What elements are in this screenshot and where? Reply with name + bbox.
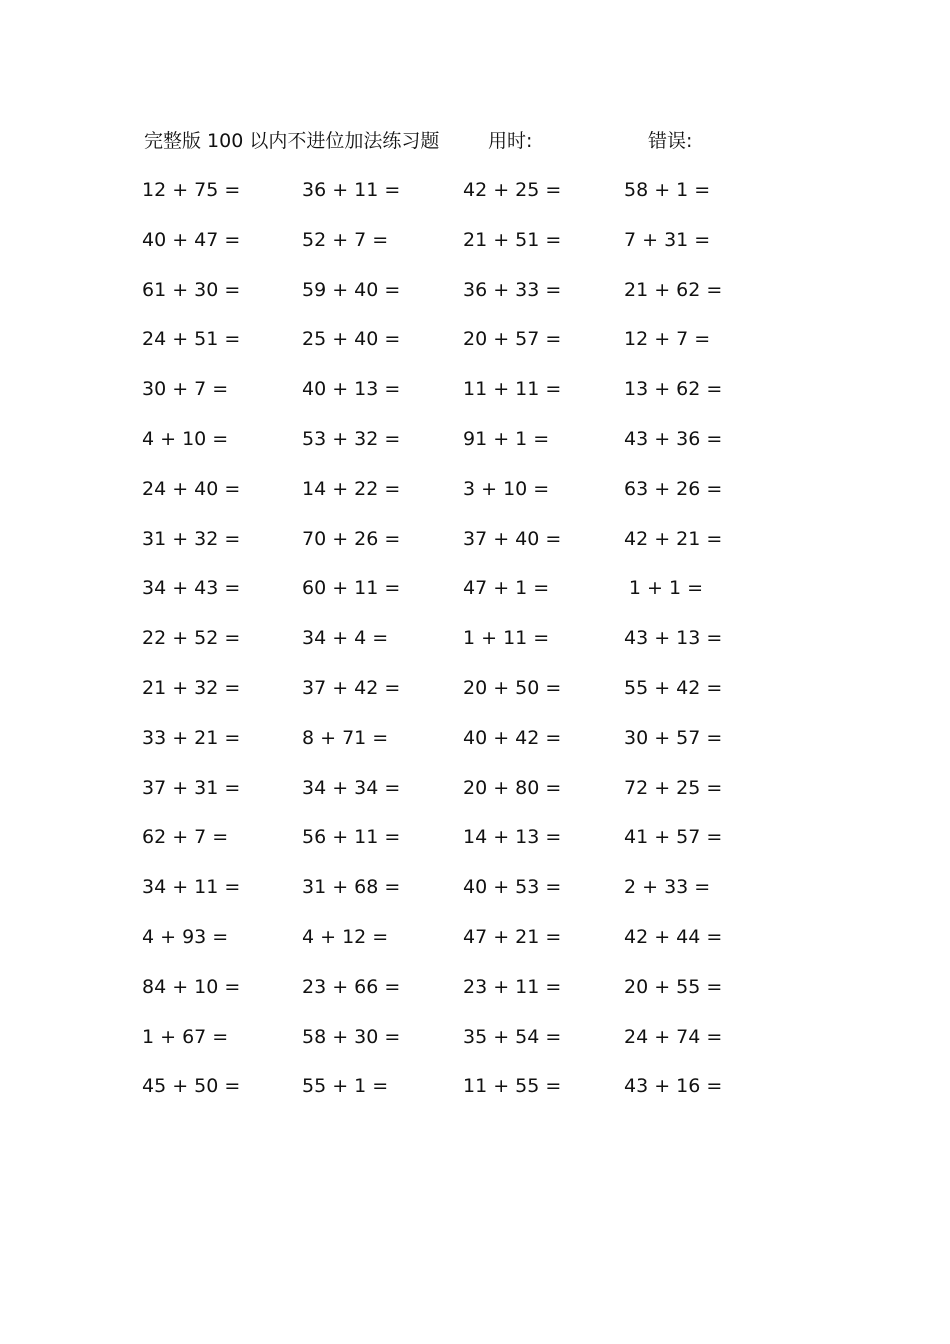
problem-cell: 21 + 62 = <box>624 278 723 301</box>
problem-cell: 21 + 32 = <box>142 676 241 699</box>
time-label: 用时: <box>488 130 533 152</box>
problem-row <box>0 423 950 473</box>
problem-cell: 13 + 62 = <box>624 378 723 401</box>
problem-cell: 20 + 80 = <box>463 776 562 799</box>
problem-cell: 23 + 66 = <box>302 975 401 998</box>
problem-cell: 12 + 75 = <box>142 179 241 201</box>
problem-cell: 61 + 30 = <box>142 278 241 301</box>
problem-cell: 30 + 57 = <box>624 726 723 749</box>
problem-row <box>0 572 950 622</box>
problem-cell: 24 + 74 = <box>624 1025 723 1048</box>
problem-cell: 41 + 57 = <box>624 826 723 849</box>
problem-row <box>0 323 950 373</box>
problem-row <box>0 373 950 423</box>
problem-cell: 58 + 1 = <box>624 179 711 201</box>
problem-row <box>0 971 950 1021</box>
problem-row <box>0 224 950 274</box>
problem-cell: 24 + 40 = <box>142 477 241 500</box>
problem-cell: 58 + 30 = <box>302 1025 401 1048</box>
problem-row <box>0 772 950 822</box>
problem-cell: 55 + 1 = <box>302 1075 389 1098</box>
problem-cell: 37 + 42 = <box>302 676 401 699</box>
problem-row <box>0 274 950 324</box>
problem-cell: 11 + 55 = <box>463 1075 562 1098</box>
problem-cell: 55 + 42 = <box>624 676 723 699</box>
problem-cell: 47 + 1 = <box>463 577 550 600</box>
problem-cell: 33 + 21 = <box>142 726 241 749</box>
problem-cell: 24 + 51 = <box>142 328 241 351</box>
problem-cell: 45 + 50 = <box>142 1075 241 1098</box>
problem-row <box>0 921 950 971</box>
problem-cell: 3 + 10 = <box>463 477 550 500</box>
problem-cell: 4 + 93 = <box>142 925 229 948</box>
problem-cell: 42 + 21 = <box>624 527 723 550</box>
problem-row <box>0 523 950 573</box>
problem-cell: 7 + 31 = <box>624 228 711 251</box>
problem-cell: 30 + 7 = <box>142 378 229 401</box>
problem-cell: 4 + 10 = <box>142 427 229 450</box>
problem-cell: 53 + 32 = <box>302 427 401 450</box>
problem-cell: 8 + 71 = <box>302 726 389 749</box>
problem-cell: 21 + 51 = <box>463 228 562 251</box>
problem-cell: 1 + 67 = <box>142 1025 229 1048</box>
problem-cell: 22 + 52 = <box>142 627 241 650</box>
problem-cell: 23 + 11 = <box>463 975 562 998</box>
problem-cell: 31 + 32 = <box>142 527 241 550</box>
problem-row <box>0 1070 950 1120</box>
problem-cell: 34 + 11 = <box>142 876 241 899</box>
problem-cell: 84 + 10 = <box>142 975 241 998</box>
problem-cell: 91 + 1 = <box>463 427 550 450</box>
worksheet-title: 完整版 100 以内不进位加法练习题 <box>144 130 440 152</box>
problem-cell: 2 + 33 = <box>624 876 711 899</box>
problem-row <box>0 672 950 722</box>
problem-cell: 20 + 57 = <box>463 328 562 351</box>
problem-cell: 37 + 31 = <box>142 776 241 799</box>
problem-cell: 59 + 40 = <box>302 278 401 301</box>
problem-cell: 47 + 21 = <box>463 925 562 948</box>
problem-cell: 72 + 25 = <box>624 776 723 799</box>
problem-cell: 34 + 4 = <box>302 627 389 650</box>
problem-cell: 37 + 40 = <box>463 527 562 550</box>
problem-cell: 4 + 12 = <box>302 925 389 948</box>
problem-cell: 52 + 7 = <box>302 228 389 251</box>
problem-cell: 20 + 50 = <box>463 676 562 699</box>
problem-cell: 34 + 34 = <box>302 776 401 799</box>
problem-cell: 42 + 25 = <box>463 179 562 201</box>
problem-cell: 40 + 53 = <box>463 876 562 899</box>
worksheet-header <box>0 126 950 158</box>
problem-cell: 36 + 33 = <box>463 278 562 301</box>
problem-cell: 40 + 13 = <box>302 378 401 401</box>
problem-row <box>0 871 950 921</box>
problem-cell: 62 + 7 = <box>142 826 229 849</box>
problem-row <box>0 1021 950 1071</box>
problem-cell: 40 + 47 = <box>142 228 241 251</box>
problem-cell: 1 + 1 = <box>628 577 704 600</box>
problem-cell: 14 + 13 = <box>463 826 562 849</box>
problem-cell: 14 + 22 = <box>302 477 401 500</box>
problem-cell: 12 + 7 = <box>624 328 711 351</box>
problem-cell: 42 + 44 = <box>624 925 723 948</box>
problem-cell: 20 + 55 = <box>624 975 723 998</box>
problem-row <box>0 622 950 672</box>
problem-cell: 11 + 11 = <box>463 378 562 401</box>
problem-cell: 56 + 11 = <box>302 826 401 849</box>
problem-row <box>0 722 950 772</box>
problem-cell: 63 + 26 = <box>624 477 723 500</box>
problem-row <box>0 821 950 871</box>
problem-cell: 34 + 43 = <box>142 577 241 600</box>
problem-cell: 31 + 68 = <box>302 876 401 899</box>
problem-cell: 70 + 26 = <box>302 527 401 550</box>
problem-grid <box>0 174 950 1120</box>
problem-row <box>0 473 950 523</box>
problem-cell: 43 + 13 = <box>624 627 723 650</box>
problem-cell: 36 + 11 = <box>302 179 401 201</box>
problem-cell: 25 + 40 = <box>302 328 401 351</box>
problem-row <box>0 174 950 224</box>
problem-cell: 43 + 36 = <box>624 427 723 450</box>
problem-cell: 40 + 42 = <box>463 726 562 749</box>
problem-cell: 1 + 11 = <box>463 627 550 650</box>
error-label: 错误: <box>648 130 693 152</box>
problem-cell: 43 + 16 = <box>624 1075 723 1098</box>
problem-cell: 60 + 11 = <box>302 577 401 600</box>
problem-cell: 35 + 54 = <box>463 1025 562 1048</box>
